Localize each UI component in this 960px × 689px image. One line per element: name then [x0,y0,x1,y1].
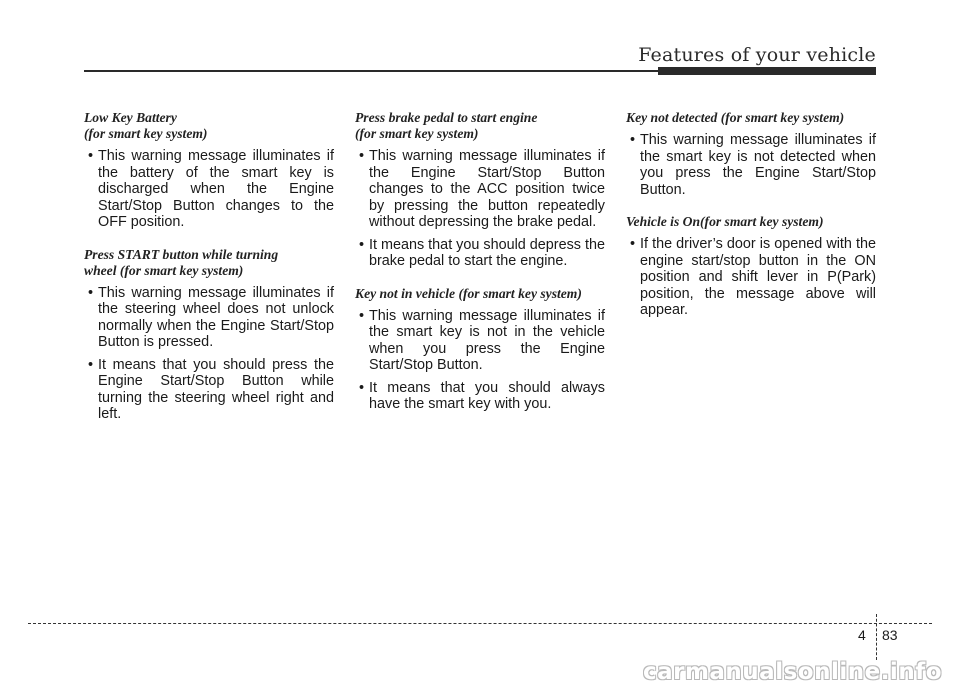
section-title-line: Key not detected (for smart key system) [626,110,845,125]
section-title [84,110,334,142]
watermark: carmanualsonline.info [642,659,942,685]
bullet-list [626,132,876,198]
section-title [84,247,334,279]
section-title-line: (for smart key system) [355,126,479,141]
bullet-text: It means that you should always have the smart key with you. [369,379,605,412]
bullet-text: If the driver’s door is opened with the engine start/stop button in the ON position and shift lever in P(Park) position, the message above will appear. [640,236,876,318]
bullet-text: This warning message illuminates if the smart key is not in the vehicle when you press the Engine Start/Stop Button. [369,307,605,373]
bullet-text: This warning message illuminates if the battery of the smart key is discharged when the Engine Start/Stop Button changes to the OFF position. [98,148,334,230]
bullet-item [355,148,605,231]
bullet-text: It means that you should press the Engine Start/Stop Button while turning the steering wheel right and left. [98,356,334,422]
bullet-list [626,236,876,319]
bullet-item [355,380,605,413]
bullet-text: It means that you should depress the brake pedal to start the engine. [369,236,605,269]
bullet-list [84,148,334,231]
bullet-item [626,132,876,198]
section-title [626,214,876,230]
chapter-number: 4 [858,627,866,643]
section-title-line: Key not in vehicle (for smart key system) [355,285,582,301]
section-title-line: wheel (for smart key system) [84,262,244,278]
section-vehicle-is-on [626,214,876,319]
page-header-title: Features of your vehicle [638,44,876,66]
bullet-item [355,308,605,374]
section-press-brake-pedal [355,110,605,270]
bullet-list [84,285,334,423]
text-column-3 [626,110,876,335]
footer-dashed-rule [28,623,932,624]
page-number-divider [876,614,877,660]
header-rule [84,70,658,72]
section-title [626,110,876,126]
bullet-item [84,285,334,351]
section-title-line: Press brake pedal to start engine [355,110,538,125]
bullet-list [355,308,605,413]
header-rule-accent [658,67,876,75]
bullet-item [84,357,334,423]
bullet-item [84,148,334,231]
section-low-key-battery [84,110,334,231]
bullet-text: This warning message illuminates if the steering wheel does not unlock normally when the Engine Start/Stop Button is pressed. [98,284,334,350]
page-number: 83 [882,627,898,643]
section-key-not-in-vehicle [355,286,605,413]
section-title-line: Press START button while turning [84,246,279,262]
bullet-item [355,237,605,270]
section-title [355,110,605,142]
bullet-text: This warning message illuminates if the smart key is not detected when you press the Engine Start/Stop Button. [640,132,876,198]
section-title-line: Low Key Battery [84,110,177,125]
section-key-not-detected [626,110,876,198]
bullet-list [355,148,605,270]
section-press-start-button [84,247,334,423]
text-column-1 [84,110,334,439]
section-title-line: (for smart key system) [84,126,208,141]
text-column-2 [355,110,605,429]
section-title-line: Vehicle is On(for smart key system) [626,214,824,229]
section-title [355,286,605,302]
bullet-text: This warning message illuminates if the Engine Start/Stop Button changes to the ACC position twice by pressing the button repeatedly without depressing the brake pedal. [369,148,605,230]
bullet-item [626,236,876,319]
